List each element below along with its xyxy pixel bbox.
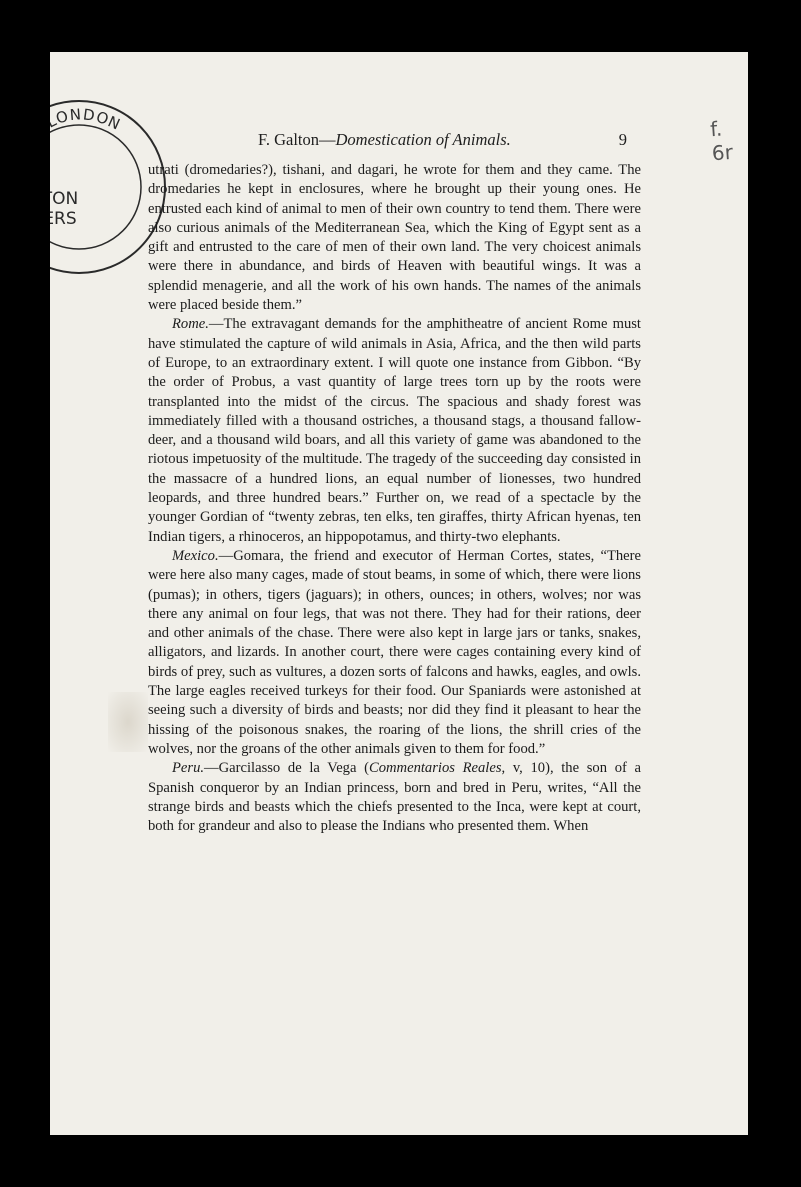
page-number: 9 xyxy=(618,130,627,149)
section-heading-rome: Rome. xyxy=(172,316,209,333)
paragraph-rome xyxy=(148,315,641,547)
paragraph-mexico-text: —Gomara, the friend and executor of Herman Cortes, states, “There were here also many cages, made of stout beams, in some of which, there were lions (pumas); in others, tigers (jaguars); in others, ounces; in others, wolves; nor was there any animal on four legs, that was not there. They had for their rations, deer and other animals of the chase. There were also kept in large jars or tanks, snakes, alligators, and lizards. In another court, there were cages containing every kind of birds of prey, such as vultures, a dozen sorts of falcons and hawks, eagles, and owls. The large eagles received turkeys for their food. Our Spaniards were astonished at seeing such a diversity of birds and beasts; nor did they find it pleasant to hear the hissing of the poisonous snakes, the roaring of the lions, the shrill cries of the wolves, nor the groans of the other animals given to them for food.” xyxy=(148,547,641,757)
svg-text:LLEGE LONDON xyxy=(6,105,124,177)
stamp-line-2: ERS xyxy=(43,209,77,229)
section-heading-peru: Peru. xyxy=(172,760,205,777)
section-heading-mexico: Mexico. xyxy=(172,547,219,564)
header-author: F. Galton xyxy=(258,130,320,149)
stamp-arc-text: LLEGE LONDON xyxy=(6,105,124,177)
paragraph-1 xyxy=(148,161,641,315)
header-book-title: Domestication of Animals. xyxy=(335,130,511,149)
header-dash: — xyxy=(319,130,336,149)
paragraph-1-text: utrati (dromedaries?), tishani, and dagari, he wrote for them and they came. The dromedaries he kept in enclosures, where he brought up their young ones. He entrusted each kind of animal to men of their own country to tend them. There were also curious animals of the Mediterranean Sea, which the King of Egypt sent as a gift and entrusted to the care of men of their own land. The very choicest animals were there in abundance, and birds of Heaven with beautiful wings. It was a splendid menagerie, and all the work of his own hands. The names of the animals were placed beside them.” xyxy=(148,162,641,314)
body-text xyxy=(148,161,641,836)
running-header xyxy=(148,130,641,152)
paper-stain xyxy=(108,692,148,752)
paragraph-peru-lead: —Garcilasso de la Vega ( xyxy=(204,760,369,777)
paragraph-rome-text: —The extravagant demands for the amphitheatre of ancient Rome must have stimulated the capture of wild animals in Asia, Africa, and the then wild parts of Europe, to an extraordinary extent. I will quote one instance from Gibbon. “By the order of Probus, a vast quantity of large trees torn up by the roots were transplanted into the midst of the circus. The spacious and shady forest was immediately filled with a thousand ostriches, a thousand stags, a thousand fallow-deer, and a thousand wild boars, and all this variety of game was abandoned to the riotous impetuosity of the multitude. The tragedy of the succeeding day consisted in the massacre of a hundred lions, an equal number of lionesses, two hundred leopards, and three hundred bears.” Further on, we read of a spectacle by the younger Gordian of “twenty zebras, ten elks, ten giraffes, thirty African hyenas, ten Indian tigers, a rhinoceros, an hippopotamus, and thirty-two elephants. xyxy=(148,316,641,545)
paragraph-peru-text: , v, 10), the son of a Spanish conqueror by an Indian princess, born and bred in Peru, writes, “All the strange birds and beasts which the chiefs presented to the Inca, were kept at court, both for grandeur and also to please the Indians who presented them. When xyxy=(148,760,642,835)
stamp-line-1: TON xyxy=(41,189,79,209)
header-title xyxy=(258,130,511,150)
folio-annotation: f. 6r xyxy=(709,116,734,166)
cited-work-title: Commentarios Reales xyxy=(368,760,502,777)
paragraph-peru xyxy=(148,759,641,836)
paragraph-mexico xyxy=(148,547,641,759)
